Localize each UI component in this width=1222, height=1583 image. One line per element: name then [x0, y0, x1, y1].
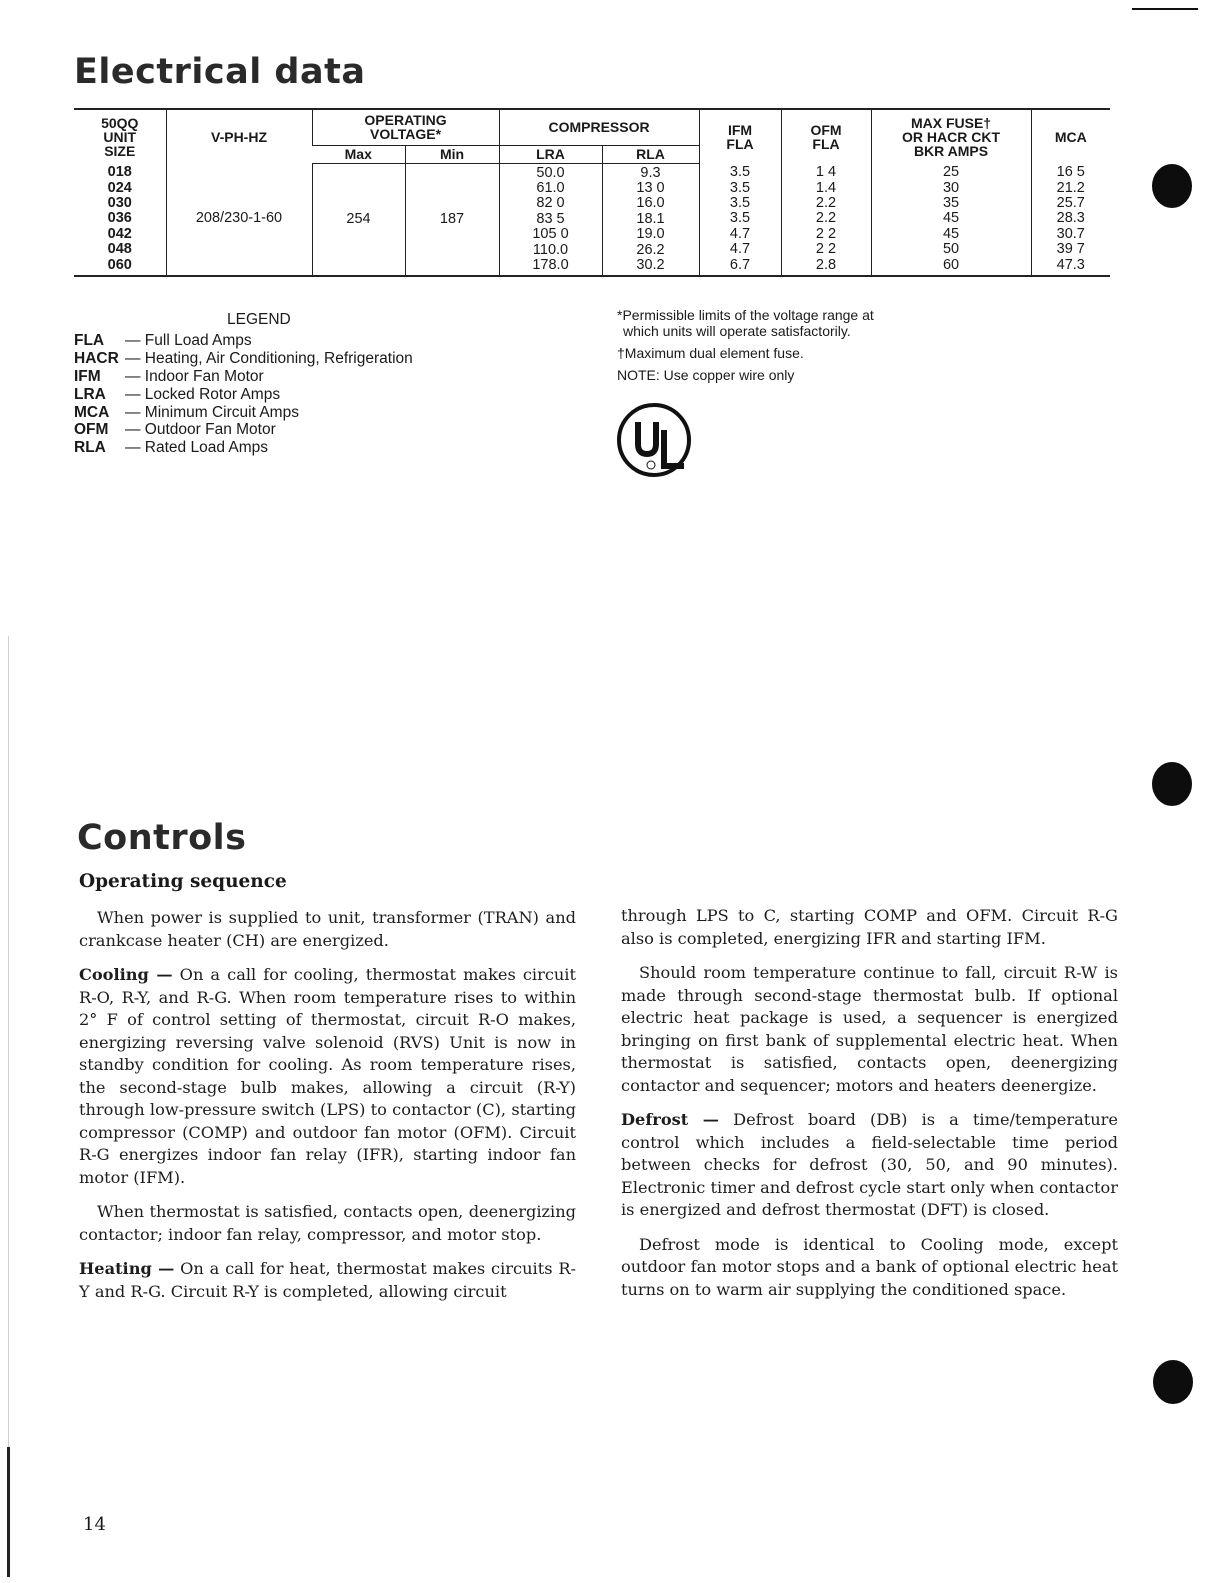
legend-item: OFM — Outdoor Fan Motor	[74, 421, 276, 439]
vph-value: 208/230-1-60	[166, 163, 312, 276]
voltage-min-value: 187	[405, 163, 499, 276]
fall-paragraph: Should room temperature continue to fall, circuit R-W is made through second-stage thermostat bulb. If optional electric heat package is used, a sequencer is energized bringing on first bank of supplemental electric heat. When thermostat is satisfied, contacts open, deenergizing contactor and sequencer; motors and heaters deenergize.	[621, 963, 1118, 1095]
cooling-paragraph: Cooling — On a call for cooling, thermostat makes circuit R-O, R-Y, and R-G. When room temperature rises to within 2° F of control setting of thermostat, circuit R-O makes, energizing reversing valve solenoid (RVS) Unit is now in standby condition for cooling. As room temperature rises, the second-stage bulb makes, allowing a circuit (R-Y) through low-pressure switch (LPS) to contactor (C), starting compressor (COMP) and outdoor fan motor (OFM). Circuit R-G energizes indoor fan relay (IFR), starting indoor fan motor (IFM).	[79, 965, 576, 1187]
header-ofm-fla: OFM FLA	[781, 109, 871, 163]
rla-column: 9.3 13 0 16.0 18.1 19.0 26.2 30.2	[602, 163, 699, 276]
header-compressor: COMPRESSOR	[499, 109, 699, 145]
header-vph: V-PH-HZ	[166, 109, 312, 163]
header-ifm-fla: IFM FLA	[699, 109, 781, 163]
corner-mark	[1132, 8, 1198, 15]
heating-paragraph: Heating — On a call for heat, thermostat makes circuits R-Y and R-G. Circuit R-Y is completed, allowing circuit	[79, 1259, 576, 1301]
header-mca: MCA	[1031, 109, 1110, 163]
binding-edge	[7, 1447, 10, 1577]
right-column	[621, 905, 1118, 1313]
binder-hole	[1152, 762, 1192, 806]
satisfied-paragraph: When thermostat is satisfied, contacts open, deenergizing contactor; indoor fan relay, compressor, and motor stop.	[79, 1202, 576, 1244]
ofm-fla-column: 1 4 1.4 2.2 2.2 2 2 2 2 2.8	[781, 163, 871, 276]
ifm-fla-column: 3.5 3.5 3.5 3.5 4.7 4.7 6.7	[699, 163, 781, 276]
legend-title: LEGEND	[227, 311, 291, 328]
ul-logo	[614, 400, 696, 480]
legend-item: MCA — Minimum Circuit Amps	[74, 403, 299, 421]
heating-label: Heating —	[79, 1259, 175, 1278]
note-copper: NOTE: Use copper wire only	[617, 367, 795, 383]
header-max: Max	[312, 145, 405, 163]
header-max-fuse: MAX FUSE† OR HACR CKT BKR AMPS	[871, 109, 1031, 163]
lra-column: 50.0 61.0 82 0 83 5 105 0 110.0 178.0	[499, 163, 602, 276]
cooling-label: Cooling —	[79, 965, 173, 984]
unit-size-column: 018 024 030 036 042 048 060	[74, 163, 166, 276]
legend	[74, 311, 413, 457]
note-permissible: *Permissible limits of the voltage range at which units will operate satisfactorily.	[617, 307, 874, 339]
defrost-paragraph: Defrost — Defrost board (DB) is a time/temperature control which includes a field-selectable time period between checks for defrost (30, 50, and 90 minutes). Electronic timer and defrost cycle start only when contactor is energized and defrost thermostat (DFT) is closed.	[621, 1110, 1119, 1219]
defrost-label: Defrost —	[621, 1110, 719, 1129]
electrical-data-heading: Electrical data	[74, 52, 366, 92]
controls-heading: Controls	[77, 818, 247, 858]
binder-hole	[1152, 164, 1192, 208]
intro-paragraph: When power is supplied to unit, transformer (TRAN) and crankcase heater (CH) are energized.	[79, 908, 576, 950]
legend-item: IFM — Indoor Fan Motor	[74, 367, 264, 385]
max-fuse-column: 25 30 35 45 45 50 60	[871, 163, 1031, 276]
header-unit-size: 50QQ UNIT SIZE	[74, 109, 166, 163]
operating-sequence-heading: Operating sequence	[79, 871, 287, 892]
legend-item: LRA — Locked Rotor Amps	[74, 385, 281, 403]
header-min: Min	[405, 145, 499, 163]
header-operating-voltage: OPERATING VOLTAGE*	[312, 109, 499, 145]
header-rla: RLA	[602, 145, 699, 163]
continued-paragraph: through LPS to C, starting COMP and OFM. Circuit R-G also is completed, energizing IFR and starting IFM.	[621, 906, 1118, 948]
binder-hole	[1153, 1360, 1193, 1404]
legend-item: RLA — Rated Load Amps	[74, 439, 269, 457]
electrical-data-table	[74, 108, 1110, 277]
mca-column: 16 5 21.2 25.7 28.3 30.7 39 7 47.3	[1031, 163, 1110, 276]
note-fuse: †Maximum dual element fuse.	[617, 345, 804, 361]
header-lra: LRA	[499, 145, 602, 163]
legend-item: FLA — Full Load Amps	[74, 331, 252, 349]
defrost-mode-paragraph: Defrost mode is identical to Cooling mode, except outdoor fan motor stops and a bank of optional electric heat turns on to warm air supplying the conditioned space.	[621, 1234, 1118, 1299]
table-notes	[617, 307, 997, 389]
page-number: 14	[83, 1514, 106, 1535]
voltage-max-value: 254	[312, 163, 405, 276]
left-column	[79, 907, 576, 1315]
binding-line	[8, 636, 9, 1576]
legend-item: HACR — Heating, Air Conditioning, Refrigeration	[74, 349, 413, 367]
